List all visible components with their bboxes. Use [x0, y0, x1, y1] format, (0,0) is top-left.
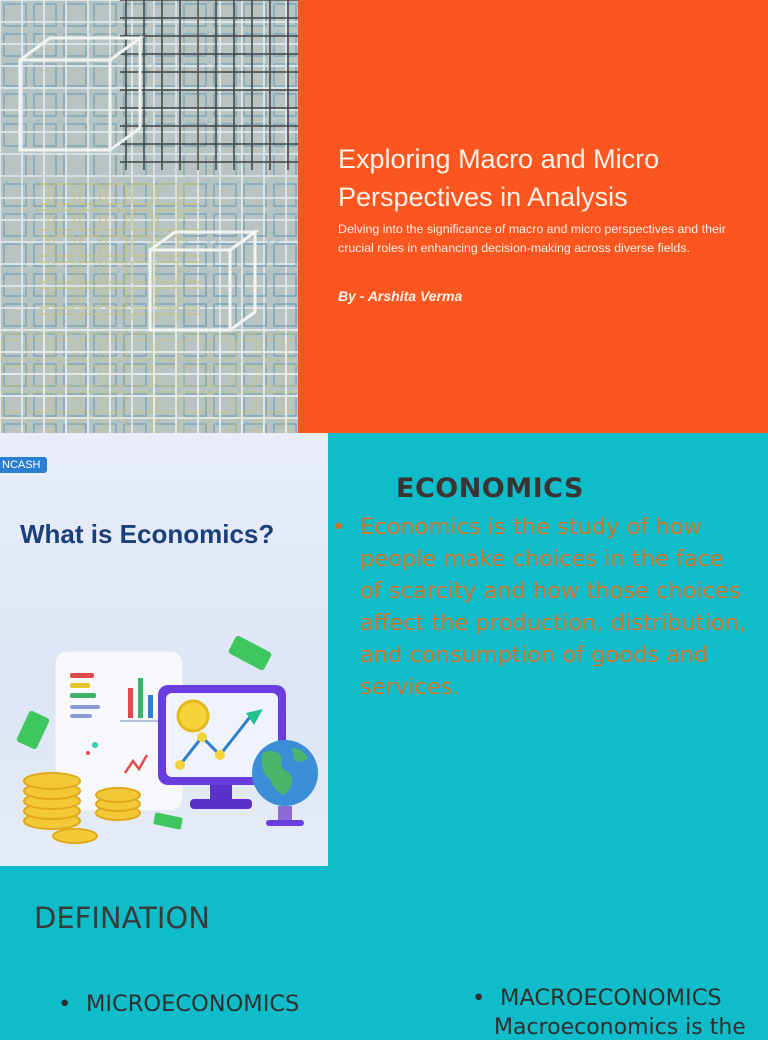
wireframe-cubes-image: [0, 0, 298, 433]
microeconomics-bullet: • MICROECONOMICS: [58, 991, 299, 1017]
cube-grid-illustration: [0, 0, 298, 433]
slide-title: Exploring Macro and Micro Perspectives in Analysis: [338, 144, 660, 212]
definition-heading: DEFINATION: [34, 901, 210, 935]
economics-definition-bullet: • Economics is the study of how people make choices in the face of scarcity and how those choices affect the production, distribution, and consumption of goods and services.: [330, 511, 750, 703]
macroeconomics-description: Macroeconomics is the: [494, 1015, 746, 1040]
author-line: By - Arshita Verma: [338, 288, 463, 304]
slide-subtitle: Delving into the significance of macro and micro perspectives and their crucial roles in enhancing decision-making across diverse fields.: [338, 222, 726, 255]
image-heading: What is Economics?: [20, 519, 275, 549]
what-is-economics-image: [0, 433, 328, 866]
economics-bullets: [330, 511, 750, 703]
economics-illustration: [0, 433, 328, 866]
macroeconomics-bullet: • MACROECONOMICS: [472, 985, 722, 1011]
economics-heading: ECONOMICS: [396, 473, 584, 504]
definition-slide: [0, 867, 768, 1040]
brand-badge: NCASH: [0, 457, 47, 473]
economics-slide: [0, 433, 768, 867]
title-slide: [0, 0, 768, 433]
